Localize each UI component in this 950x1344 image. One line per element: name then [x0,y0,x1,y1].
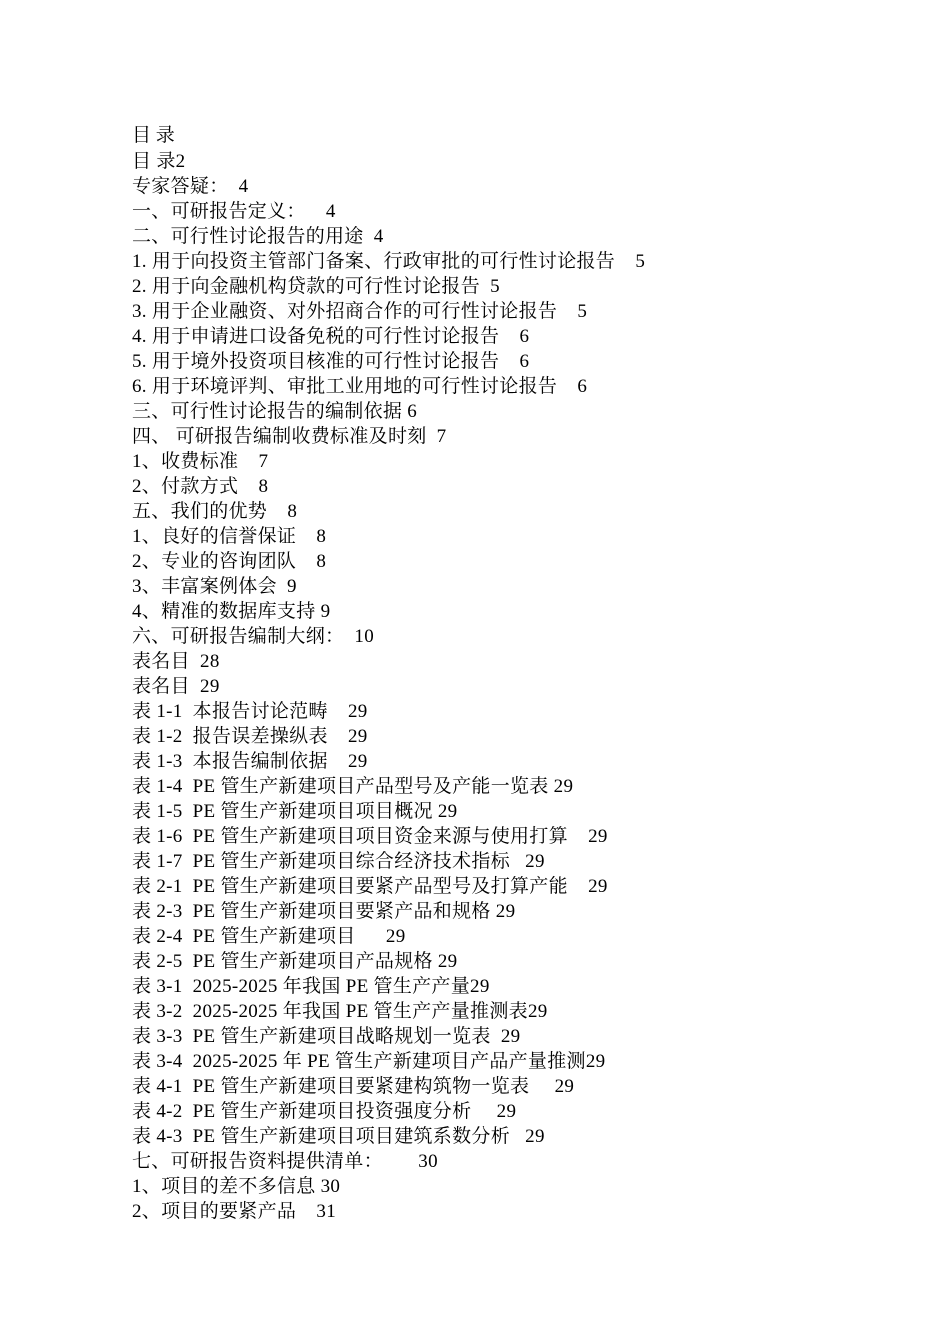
toc-entry[interactable] [132,599,912,624]
toc-entry-page-number: 5 [490,276,500,297]
toc-entry-spacer [328,701,348,722]
toc-entry[interactable] [132,724,912,749]
toc-entry-page-number: 29 [496,1101,517,1122]
toc-entry-page-number: 6 [407,401,418,422]
toc-entry-spacer [510,851,525,872]
toc-entry-page-number: 29 [347,751,368,772]
toc-entry-spacer [277,576,287,597]
toc-entry-spacer [296,551,316,572]
toc-entry[interactable] [132,624,912,649]
toc-entry-page-number: 29 [200,676,220,697]
toc-entry-spacer [344,626,354,647]
toc-entry-spacer [229,176,239,197]
toc-entry[interactable] [132,324,912,349]
toc-entry[interactable] [132,799,912,824]
toc-entry[interactable] [132,974,912,999]
toc-entry[interactable] [132,849,912,874]
toc-entry-spacer [383,1151,418,1172]
toc-entry-title: 表名目 [132,676,190,697]
toc-entry-page-number: 8 [287,501,298,522]
toc-entry[interactable] [132,999,912,1024]
toc-entry-page-number: 29 [588,826,608,847]
toc-entry-spacer [471,1101,496,1122]
toc-entry-spacer [296,526,316,547]
toc-entry[interactable] [132,199,912,224]
toc-entry-spacer [190,651,200,672]
toc-entry-title: 4. 用于申请进口设备免税的可行性讨论报告 [132,326,500,347]
toc-entry-title: 六、可研报告编制大纲： [132,626,345,647]
toc-entry[interactable] [132,299,912,324]
toc-entry-title: 1、良好的信誉保证 [132,526,297,547]
toc-entry-title: 2、付款方式 [132,476,239,497]
toc-entry-page-number: 8 [258,476,269,497]
toc-entry-page-number: 29 [347,726,368,747]
toc-entry-page-number: 29 [554,1076,575,1097]
toc-entry-page-number: 28 [200,651,220,672]
toc-entry-title: 2、项目的要紧产品 [132,1201,297,1222]
toc-entry-title: 4、精准的数据库支持 [132,601,316,622]
toc-entry-spacer [356,926,386,947]
toc-entry-title: 七、可研报告资料提供清单： [132,1151,383,1172]
toc-entry-title: 表 3-3 PE 管生产新建项目战略规划一览表 [132,1026,491,1047]
toc-entry-spacer [267,501,287,522]
toc-entry[interactable] [132,474,912,499]
toc-entry-title: 表 1-7 PE 管生产新建项目综合经济技术指标 [132,851,511,872]
toc-entry[interactable] [132,574,912,599]
toc-entry-spacer [499,351,519,372]
toc-entry-title: 表 1-1 本报告讨论范畴 [132,701,328,722]
toc-entry-page-number: 6 [577,376,588,397]
toc-entry-title: 表 3-2 2025-2025 年我国 PE 管生产产量推测表 [132,1001,528,1022]
toc-entry-spacer [364,226,374,247]
toc-heading: 目 录 [132,125,175,146]
toc-entry-title: 五、我们的优势 [132,501,268,522]
toc-entry-title: 表 4-2 PE 管生产新建项目投资强度分析 [132,1101,472,1122]
toc-entry-spacer [557,376,577,397]
toc-entry-spacer [328,751,348,772]
toc-entry[interactable] [132,924,912,949]
toc-entry-page-number: 29 [385,926,406,947]
toc-entry[interactable] [132,174,912,199]
toc-entry-title: 四、 可研报告编制收费标准及时刻 [132,426,427,447]
toc-entry[interactable] [132,549,912,574]
toc-entry-page-number: 31 [316,1201,337,1222]
toc-entry[interactable] [132,399,912,424]
toc-entry-page-number: 9 [287,576,297,597]
toc-entry-title: 表 1-2 报告误差操纵表 [132,726,328,747]
toc-entry-title: 3、丰富案例体会 [132,576,277,597]
toc-entry-page-number: 29 [585,1051,606,1072]
toc-entry[interactable] [132,149,912,174]
toc-entry-page-number: 6 [519,326,530,347]
toc-entry-title: 5. 用于境外投资项目核准的可行性讨论报告 [132,351,500,372]
toc-entry-title: 1、收费标准 [132,451,239,472]
toc-entry[interactable] [132,274,912,299]
toc-entry-title: 1、项目的差不多信息 [132,1176,316,1197]
toc-entry-title: 6. 用于环境评判、审批工业用地的可行性讨论报告 [132,376,558,397]
toc-entry-page-number: 9 [320,601,331,622]
toc-entry-page-number: 30 [320,1176,341,1197]
toc-entry-title: 3. 用于企业融资、对外招商合作的可行性讨论报告 [132,301,558,322]
toc-entry[interactable] [132,1099,912,1124]
toc-entry[interactable] [132,224,912,249]
toc-entry-spacer [529,1076,554,1097]
toc-entry[interactable] [132,424,912,449]
toc-entries [132,149,912,1224]
toc-entry[interactable] [132,249,912,274]
toc-entry-page-number: 7 [436,426,447,447]
toc-entry[interactable] [132,1049,912,1074]
toc-entry[interactable] [132,899,912,924]
toc-entry-page-number: 29 [525,1126,545,1147]
toc-entry-page-number: 29 [437,951,458,972]
toc-entry[interactable] [132,499,912,524]
toc-entry[interactable] [132,1124,912,1149]
toc-entry-title: 表 2-3 PE 管生产新建项目要紧产品和规格 [132,901,491,922]
toc-entry[interactable] [132,1149,912,1174]
toc-entry-spacer [306,201,326,222]
toc-entry[interactable] [132,949,912,974]
toc-entry[interactable] [132,874,912,899]
toc-entry-page-number: 30 [418,1151,438,1172]
toc-entry[interactable] [132,1199,912,1224]
toc-entry[interactable] [132,649,912,674]
toc-entry-title: 表 2-5 PE 管生产新建项目产品规格 [132,951,433,972]
toc-entry-title: 二、可行性讨论报告的用途 [132,226,364,247]
table-of-contents [132,122,912,1224]
toc-entry-title: 表 1-3 本报告编制依据 [132,751,328,772]
toc-entry-spacer [510,1126,525,1147]
toc-entry[interactable] [132,674,912,699]
toc-entry-title: 表 2-1 PE 管生产新建项目要紧产品型号及打算产能 [132,876,568,897]
toc-entry-page-number: 6 [519,351,530,372]
toc-entry-page-number: 4 [238,176,249,197]
toc-entry-title: 一、可研报告定义： [132,201,306,222]
toc-entry-spacer [615,251,635,272]
toc-entry-title: 表 3-1 2025-2025 年我国 PE 管生产产量 [132,976,471,997]
toc-entry[interactable] [132,749,912,774]
toc-entry-title: 三、可行性讨论报告的编制依据 [132,401,403,422]
toc-entry-page-number: 29 [437,801,458,822]
toc-entry-title: 表 4-3 PE 管生产新建项目项目建筑系数分析 [132,1126,511,1147]
toc-entry-title: 表名目 [132,651,190,672]
toc-entry-page-number: 2 [175,151,186,172]
toc-entry-title: 2. 用于向金融机构贷款的可行性讨论报告 [132,276,481,297]
toc-entry-page-number: 5 [635,251,646,272]
toc-entry-spacer [491,1026,501,1047]
toc-entry-page-number: 5 [577,301,588,322]
toc-entry-title: 表 2-4 PE 管生产新建项目 [132,926,356,947]
toc-entry-spacer [238,476,258,497]
toc-entry[interactable] [132,449,912,474]
toc-entry-page-number: 29 [525,851,545,872]
toc-entry[interactable] [132,1074,912,1099]
toc-entry-page-number: 4 [325,201,336,222]
toc-entry[interactable] [132,824,912,849]
toc-entry-spacer [499,326,519,347]
toc-entry-page-number: 29 [553,776,574,797]
toc-entry[interactable] [132,1024,912,1049]
toc-entry-page-number: 10 [354,626,375,647]
toc-entry-page-number: 29 [588,876,608,897]
toc-entry[interactable] [132,524,912,549]
toc-entry-title: 表 4-1 PE 管生产新建项目要紧建构筑物一览表 [132,1076,530,1097]
toc-entry-spacer [238,451,258,472]
toc-entry-spacer [328,726,348,747]
toc-entry-title: 表 1-5 PE 管生产新建项目项目概况 [132,801,433,822]
toc-entry-title: 2、专业的咨询团队 [132,551,297,572]
toc-entry-spacer [557,301,577,322]
toc-entry-spacer [427,426,437,447]
toc-entry-spacer [296,1201,316,1222]
toc-entry-title: 表 1-4 PE 管生产新建项目产品型号及产能一览表 [132,776,549,797]
toc-entry-page-number: 29 [527,1001,548,1022]
toc-entry-page-number: 29 [347,701,368,722]
toc-entry-title: 目 录 [132,151,176,172]
toc-entry-page-number: 29 [495,901,516,922]
toc-entry-title: 表 3-4 2025-2025 年 PE 管生产新建项目产品产量推测 [132,1051,586,1072]
toc-entry-spacer [568,826,588,847]
toc-entry-title: 1. 用于向投资主管部门备案、行政审批的可行性讨论报告 [132,251,616,272]
toc-entry-page-number: 7 [258,451,269,472]
toc-entry-page-number: 29 [470,976,490,997]
toc-entry-page-number: 8 [316,551,327,572]
toc-entry-spacer [480,276,490,297]
toc-entry[interactable] [132,699,912,724]
toc-entry-spacer [568,876,588,897]
toc-entry[interactable] [132,774,912,799]
toc-entry[interactable] [132,349,912,374]
toc-entry-spacer [190,676,200,697]
toc-entry-page-number: 4 [373,226,384,247]
toc-entry-title: 表 1-6 PE 管生产新建项目项目资金来源与使用打算 [132,826,568,847]
toc-entry-page-number: 29 [500,1026,521,1047]
toc-entry-title: 专家答疑： [132,176,229,197]
toc-entry[interactable] [132,374,912,399]
toc-entry-page-number: 8 [316,526,327,547]
toc-entry[interactable] [132,1174,912,1199]
